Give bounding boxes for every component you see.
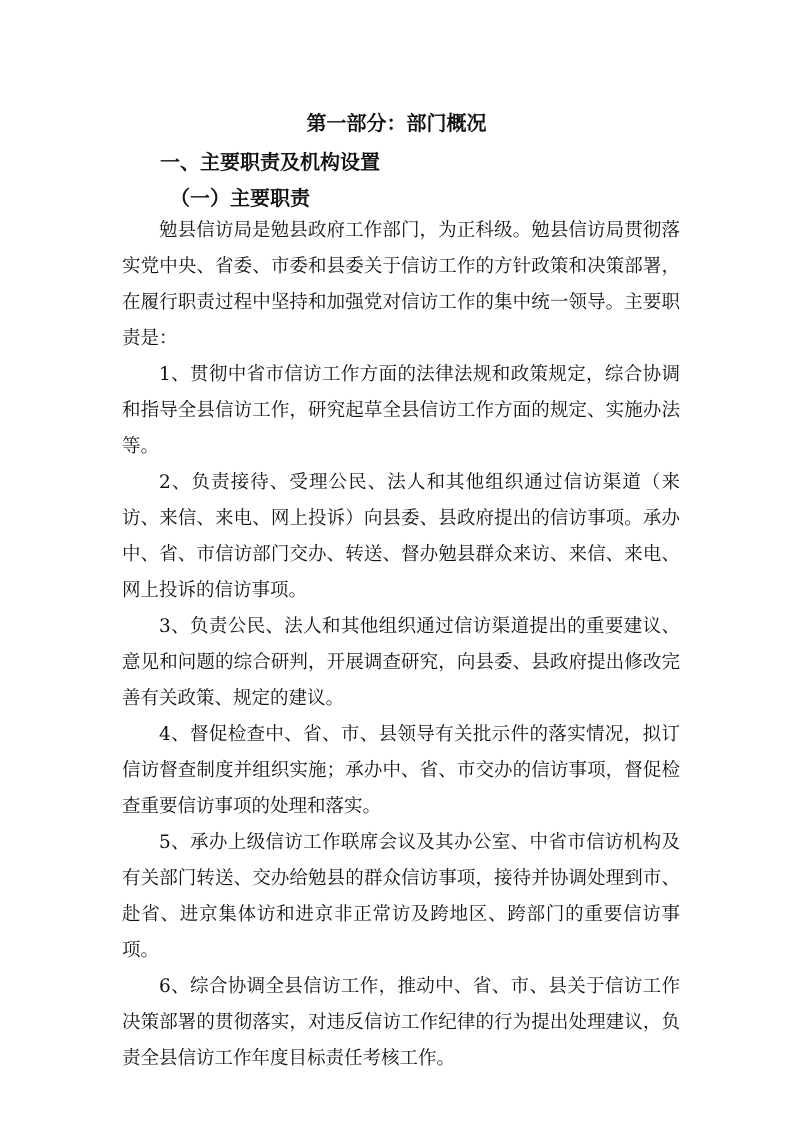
page-title: 第一部分：部门概况 [306, 111, 487, 135]
duty-paragraph-4: 4、督促检查中、省、市、县领导有关批示件的落实情况，拟订信访督查制度并组织实施；承办中、省、市交办的信访事项，督促检查重要信访事项的处理和落实。 [122, 724, 680, 817]
subsection-heading: （一）主要职责 [170, 186, 310, 210]
document-body [122, 213, 680, 1077]
duty-paragraph-6: 6、综合协调全县信访工作，推动中、省、市、县关于信访工作决策部署的贯彻落实，对违反信访工作纪律的行为提出处理建议，负责全县信访工作年度目标责任考核工作。 [122, 976, 680, 1069]
duty-paragraph-2: 2、负责接待、受理公民、法人和其他组织通过信访渠道（来访、来信、来电、网上投诉）向县委、县政府提出的信访事项。承办中、省、市信访部门交办、转送、督办勉县群众来访、来信、来电、网上投诉的信访事项。 [122, 472, 680, 601]
duty-paragraph-1: 1、贯彻中省市信访工作方面的法律法规和政策规定，综合协调和指导全县信访工作，研究起草全县信访工作方面的规定、实施办法等。 [122, 364, 680, 457]
duty-paragraph-3: 3、负责公民、法人和其他组织通过信访渠道提出的重要建议、意见和问题的综合研判，开展调查研究，向县委、县政府提出修改完善有关政策、规定的建议。 [122, 616, 680, 709]
intro-paragraph: 勉县信访局是勉县政府工作部门，为正科级。勉县信访局贯彻落实党中央、省委、市委和县委关于信访工作的方针政策和决策部署，在履行职责过程中坚持和加强党对信访工作的集中统一领导。主要职责是： [122, 220, 680, 349]
duty-paragraph-5: 5、承办上级信访工作联席会议及其办公室、中省市信访机构及有关部门转送、交办给勉县的群众信访事项，接待并协调处理到市、赴省、进京集体访和进京非正常访及跨地区、跨部门的重要信访事项。 [122, 832, 680, 961]
section-heading: 一、主要职责及机构设置 [160, 150, 380, 174]
